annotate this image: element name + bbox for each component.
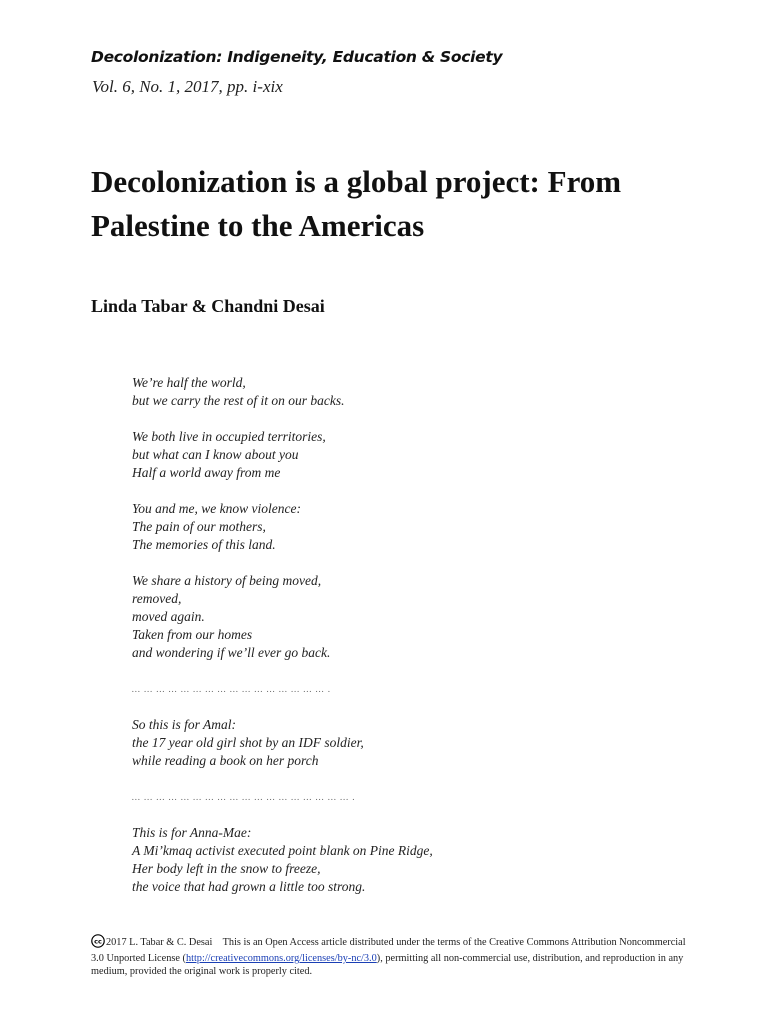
poem-line: This is for Anna-Mae: — [132, 825, 252, 840]
article-authors: Linda Tabar & Chandni Desai — [91, 296, 325, 316]
svg-text:cc: cc — [94, 937, 102, 946]
license-link[interactable]: http://creativecommons.org/licenses/by-nc/3.0 — [185, 953, 377, 964]
poem — [132, 374, 632, 914]
poem-line: but what can I know about you — [132, 447, 299, 462]
poem-line: the 17 year old girl shot by an IDF soldier, — [132, 735, 364, 750]
copyright-notice: 2017 L. Tabar & C. Desai — [106, 937, 213, 948]
poem-line: Her body left in the snow to freeze, — [132, 861, 321, 876]
poem-line: We both live in occupied territories, — [132, 429, 326, 444]
poem-divider: … … … … … … … … … … … … … … … … . — [132, 684, 332, 694]
poem-stanza — [132, 824, 632, 896]
journal-name: Decolonization: Indigeneity, Education & Society — [91, 48, 503, 66]
poem-line: The memories of this land. — [132, 537, 276, 552]
poem-line: The pain of our mothers, — [132, 519, 266, 534]
poem-stanza — [132, 428, 632, 482]
creative-commons-icon — [91, 934, 105, 952]
poem-line: and wondering if we’ll ever go back. — [132, 645, 331, 660]
article-title: Decolonization is a global project: From Palestine to the Americas — [91, 164, 622, 243]
poem-line: the voice that had grown a little too strong. — [132, 879, 366, 894]
poem-line: Half a world away from me — [132, 465, 281, 480]
poem-divider: … … … … … … … … … … … … … … … … … … . — [132, 792, 356, 802]
poem-stanza — [132, 572, 632, 662]
journal-volume-info: Vol. 6, No. 1, 2017, pp. i-xix — [92, 77, 283, 96]
poem-line: A Mi’kmaq activist executed point blank on Pine Ridge, — [132, 843, 433, 858]
poem-line: while reading a book on her porch — [132, 753, 319, 768]
poem-line: but we carry the rest of it on our backs. — [132, 393, 345, 408]
license-text: This is an Open Access article distributed under the terms of the Creative Commons Attribution Noncommercial 3.0 Unported License ( — [91, 937, 686, 964]
poem-line: We share a history of being moved, — [132, 573, 322, 588]
license-footer — [91, 934, 691, 978]
poem-line: moved again. — [132, 609, 205, 624]
poem-line: We’re half the world, — [132, 375, 246, 390]
poem-stanza — [132, 374, 632, 410]
poem-line: You and me, we know violence: — [132, 501, 301, 516]
poem-line: So this is for Amal: — [132, 717, 237, 732]
poem-stanza — [132, 716, 632, 770]
poem-stanza — [132, 500, 632, 554]
poem-line: removed, — [132, 591, 182, 606]
poem-line: Taken from our homes — [132, 627, 253, 642]
license-text: ), permitting all non-commercial use, distribution, and reproduction in any medium, provided the original work is properly cited. — [91, 953, 684, 977]
